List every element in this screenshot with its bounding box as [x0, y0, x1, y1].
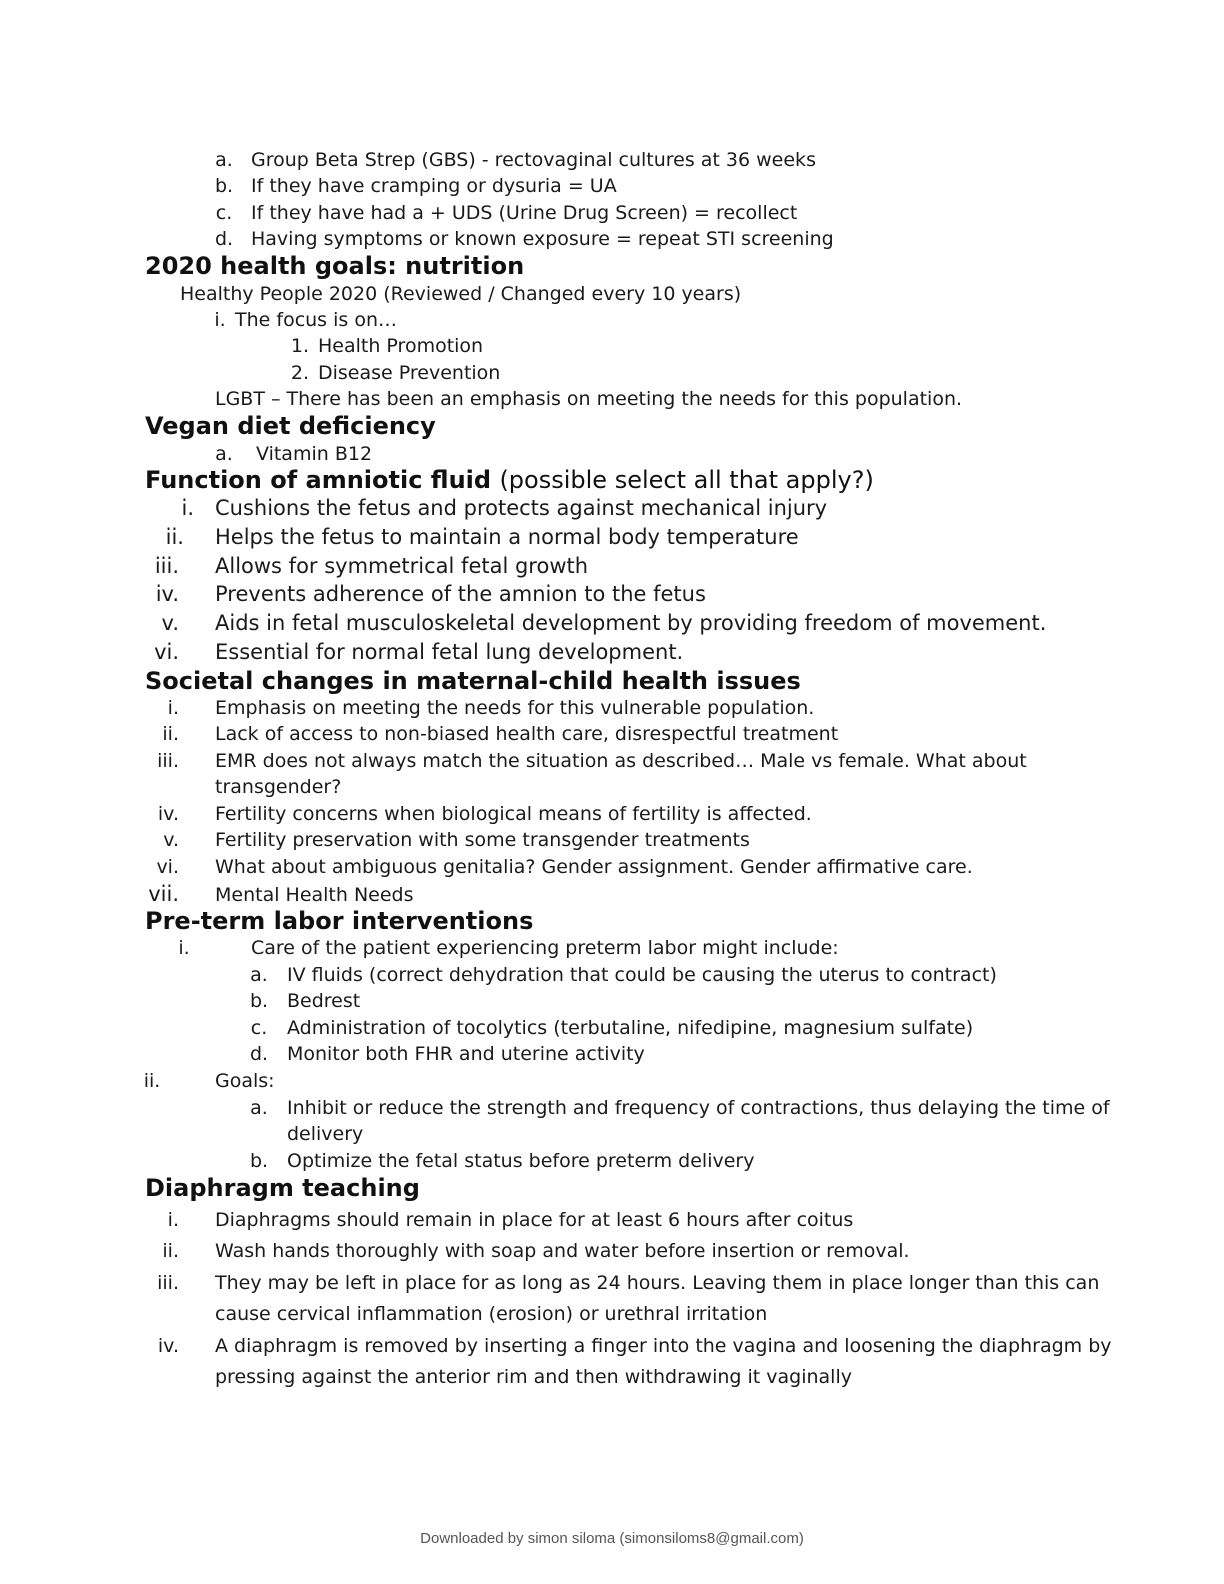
section-heading-societal: Societal changes in maternal-child health issues	[145, 667, 801, 695]
heading-note: (possible select all that apply?)	[499, 466, 874, 494]
list-item: Cushions the fetus and protects against mechanical injury	[215, 496, 828, 520]
list-marker: i.	[178, 937, 190, 959]
list-item: Prevents adherence of the amnion to the fetus	[215, 582, 706, 606]
list-marker: vi.	[154, 640, 179, 664]
list-marker: iii.	[154, 554, 179, 578]
section-heading-health-goals: 2020 health goals: nutrition	[145, 252, 525, 280]
section-heading-amniotic	[145, 466, 874, 494]
list-marker: i.	[167, 697, 179, 719]
list-item-continuation: pressing against the anterior rim and then withdrawing it vaginally	[215, 1366, 852, 1388]
list-item: If they have cramping or dysuria = UA	[251, 175, 617, 197]
list-marker: b.	[249, 990, 269, 1012]
list-item: Diaphragms should remain in place for at least 6 hours after coitus	[215, 1209, 854, 1231]
list-marker: b.	[249, 1150, 269, 1172]
list-marker: c.	[215, 202, 233, 224]
list-marker: v.	[163, 829, 179, 851]
list-marker: 2.	[290, 362, 310, 384]
list-item: A diaphragm is removed by inserting a finger into the vagina and loosening the diaphragm by	[215, 1335, 1112, 1357]
list-item: Inhibit or reduce the strength and frequency of contractions, thus delaying the time of	[287, 1097, 1110, 1119]
list-marker: i.	[214, 309, 226, 331]
list-marker: i.	[181, 496, 194, 520]
list-marker: ii.	[162, 723, 179, 745]
list-marker: iv.	[155, 582, 179, 606]
list-marker: vii.	[148, 882, 179, 906]
download-footer: Downloaded by simon siloma (simonsiloms8@gmail.com)	[420, 1530, 804, 1547]
list-item: Bedrest	[287, 990, 361, 1012]
list-item-continuation: transgender?	[215, 776, 342, 798]
list-item: What about ambiguous genitalia? Gender assignment. Gender affirmative care.	[215, 856, 973, 878]
list-marker: iii.	[157, 750, 179, 772]
list-item: Health Promotion	[318, 335, 484, 357]
list-item: Having symptoms or known exposure = repeat STI screening	[251, 228, 834, 250]
list-marker: vi.	[156, 856, 179, 878]
list-marker: iv.	[157, 803, 179, 825]
list-item-continuation: cause cervical inflammation (erosion) or urethral irritation	[215, 1303, 768, 1325]
list-marker: ii.	[162, 1240, 179, 1262]
list-item: Aids in fetal musculoskeletal development by providing freedom of movement.	[215, 611, 1047, 635]
list-marker: iii.	[157, 1272, 179, 1294]
list-marker: a.	[215, 149, 233, 171]
list-item: Wash hands thoroughly with soap and water before insertion or removal.	[215, 1240, 910, 1262]
list-marker: c.	[250, 1017, 268, 1039]
section-heading-preterm: Pre-term labor interventions	[145, 907, 534, 935]
list-item: The focus is on…	[235, 309, 398, 331]
intro-text: Healthy People 2020 (Reviewed / Changed every 10 years)	[180, 283, 742, 305]
list-item: Lack of access to non-biased health care, disrespectful treatment	[215, 723, 839, 745]
lgbt-note: LGBT – There has been an emphasis on meeting the needs for this population.	[215, 388, 963, 410]
list-item: Vitamin B12	[256, 443, 373, 465]
list-item-continuation: delivery	[287, 1123, 364, 1145]
section-heading-vegan: Vegan diet deficiency	[145, 412, 436, 440]
list-item: Administration of tocolytics (terbutaline, nifedipine, magnesium sulfate)	[287, 1017, 974, 1039]
list-item: Group Beta Strep (GBS) - rectovaginal cultures at 36 weeks	[251, 149, 816, 171]
list-item: EMR does not always match the situation as described… Male vs female. What about	[215, 750, 1027, 772]
list-item: Essential for normal fetal lung development.	[215, 640, 684, 664]
list-marker: a.	[250, 964, 268, 986]
list-item: Monitor both FHR and uterine activity	[287, 1043, 645, 1065]
list-item: IV fluids (correct dehydration that could be causing the uterus to contract)	[287, 964, 997, 986]
list-marker: iv.	[157, 1335, 179, 1357]
list-item: Emphasis on meeting the needs for this vulnerable population.	[215, 697, 815, 719]
list-item: Helps the fetus to maintain a normal body temperature	[215, 525, 799, 549]
list-marker: v.	[161, 611, 179, 635]
list-marker: b.	[214, 175, 234, 197]
list-item: Care of the patient experiencing preterm labor might include:	[251, 937, 839, 959]
list-item: Fertility concerns when biological means of fertility is affected.	[215, 803, 812, 825]
list-marker: i.	[167, 1209, 179, 1231]
list-marker: d.	[214, 228, 234, 250]
list-marker: 1.	[290, 335, 310, 357]
list-marker: ii.	[143, 1070, 161, 1092]
section-heading-diaphragm: Diaphragm teaching	[145, 1174, 420, 1202]
list-item: Fertility preservation with some transgender treatments	[215, 829, 750, 851]
list-marker: ii.	[165, 525, 184, 549]
list-marker: a.	[250, 1097, 268, 1119]
list-item: Optimize the fetal status before preterm delivery	[287, 1150, 755, 1172]
list-item: They may be left in place for as long as 24 hours. Leaving them in place longer than this can	[215, 1272, 1100, 1294]
list-marker: d.	[249, 1043, 269, 1065]
list-item: If they have had a + UDS (Urine Drug Screen) = recollect	[251, 202, 798, 224]
list-marker: a.	[215, 443, 233, 465]
list-item: Goals:	[215, 1070, 275, 1092]
list-item: Mental Health Needs	[215, 884, 414, 906]
list-item: Disease Prevention	[318, 362, 501, 384]
list-item: Allows for symmetrical fetal growth	[215, 554, 589, 578]
heading-text: Function of amniotic fluid	[145, 466, 492, 494]
